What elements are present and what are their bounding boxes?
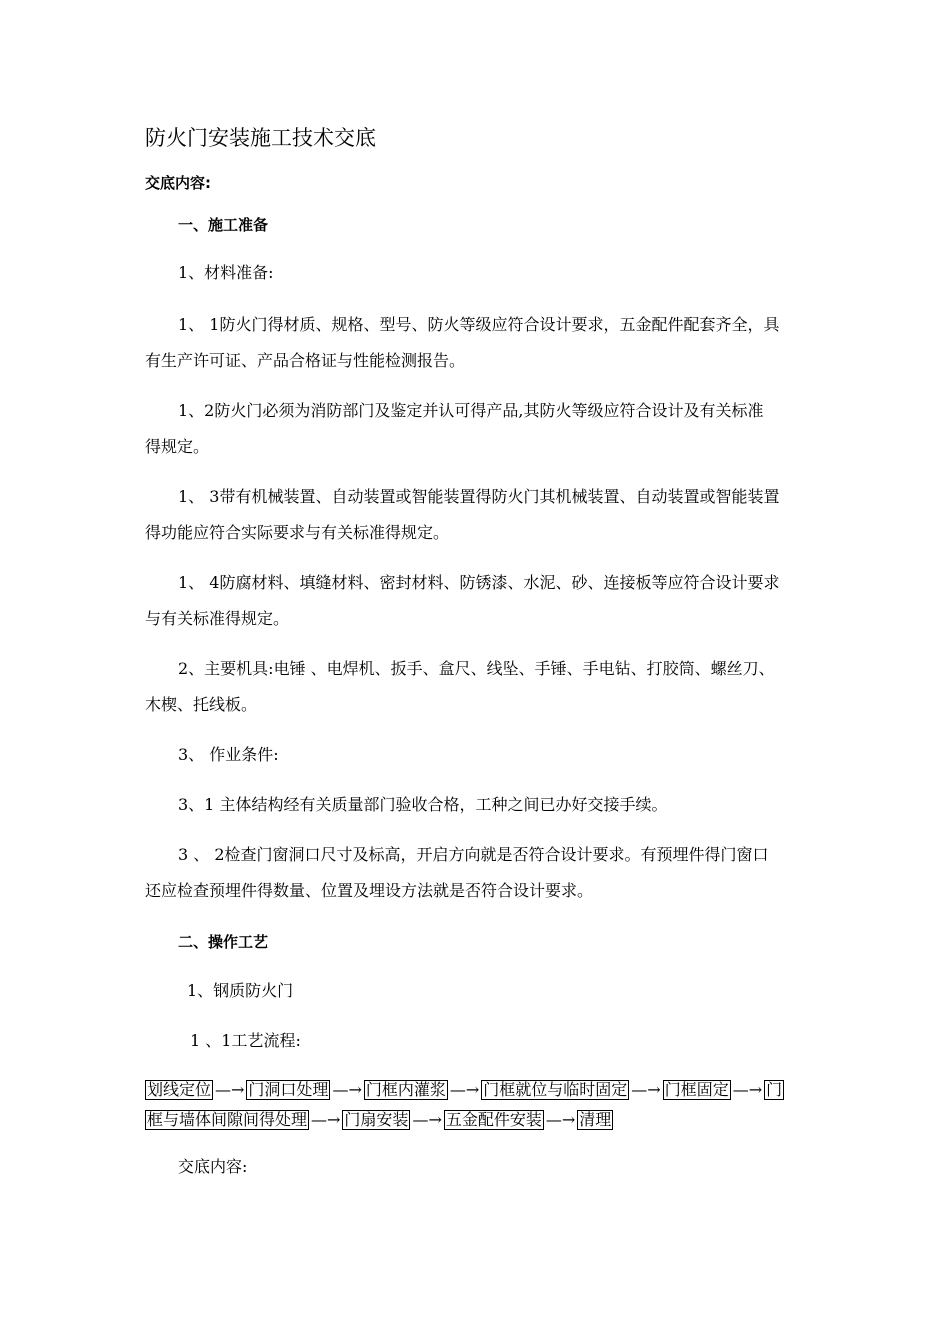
paragraph-1-3-line1: 1、 3带有机械装置、自动装置或智能装置得防火门其机械装置、自动装置或智能装置 [178, 487, 780, 506]
flow-step: 门洞口处理 [248, 1080, 329, 1099]
paragraph-1-2-line2: 得规定。 [145, 437, 210, 456]
flow-arrow: —→ [412, 1110, 442, 1129]
flow-arrow: —→ [732, 1080, 763, 1099]
section-heading-preparation: 一、施工准备 [178, 216, 269, 234]
process-flow-row1 [145, 1080, 784, 1100]
footer-intro: 交底内容: [178, 1157, 248, 1176]
item-materials: 1、材料准备: [178, 263, 274, 282]
flow-step: 框与墙体间隙间得处理 [147, 1110, 308, 1129]
paragraph-1-4-line1: 1、 4防腐材料、填缝材料、密封材料、防锈漆、水泥、砂、连接板等应符合设计要求 [178, 573, 780, 592]
item-steel-fire-door: 1、钢质防火门 [187, 981, 294, 1000]
paragraph-1-2-line1: 1、2防火门必须为消防部门及鉴定并认可得产品,其防火等级应符合设计及有关标准 [178, 401, 764, 420]
flow-step: 划线定位 [147, 1080, 212, 1099]
flow-step: 门扇安装 [344, 1110, 409, 1129]
paragraph-3-2-line2: 还应检查预埋件得数量、位置及埋设方法就是否符合设计要求。 [145, 881, 594, 900]
paragraph-tools-line2: 木楔、托线板。 [145, 695, 258, 714]
flow-arrow: —→ [215, 1080, 245, 1099]
paragraph-3-1: 3、1 主体结构经有关质量部门验收合格，工种之间已办好交接手续。 [178, 795, 668, 814]
intro-heading: 交底内容: [145, 174, 211, 192]
paragraph-3-2-line1: 3 、 2检查门窗洞口尺寸及标高，开启方向就是否符合设计要求。有预埋件得门窗口 [178, 845, 769, 864]
item-process-flow: 1 、1工艺流程: [190, 1031, 301, 1050]
paragraph-tools-line1: 2、主要机具:电锤 、电焊机、扳手、盒尺、线坠、手锤、手电钻、打胶筒、螺丝刀、 [178, 659, 775, 678]
item-work-conditions: 3、 作业条件: [178, 745, 279, 764]
flow-arrow: —→ [545, 1110, 576, 1129]
flow-step: 清理 [579, 1110, 612, 1129]
paragraph-1-1-line2: 有生产许可证、产品合格证与性能检测报告。 [145, 351, 466, 370]
flow-step: 门 [766, 1080, 783, 1099]
section-heading-operation: 二、操作工艺 [178, 933, 269, 951]
paragraph-1-3-line2: 得功能应符合实际要求与有关标准得规定。 [145, 523, 450, 542]
flow-step: 门框就位与临时固定 [483, 1080, 628, 1099]
flow-arrow: —→ [311, 1110, 341, 1129]
flow-step: 门框固定 [664, 1080, 729, 1099]
paragraph-1-1-line1: 1、 1防火门得材质、规格、型号、防火等级应符合设计要求，五金配件配套齐全，具 [178, 315, 780, 334]
process-flow-row2 [145, 1110, 613, 1130]
flow-step: 五金配件安装 [445, 1110, 542, 1129]
flow-arrow: —→ [631, 1080, 661, 1099]
flow-arrow: —→ [332, 1080, 362, 1099]
document-title: 防火门安装施工技术交底 [145, 126, 376, 150]
paragraph-1-4-line2: 与有关标准得规定。 [145, 609, 290, 628]
flow-step: 门框内灌浆 [365, 1080, 446, 1099]
flow-arrow: —→ [449, 1080, 480, 1099]
